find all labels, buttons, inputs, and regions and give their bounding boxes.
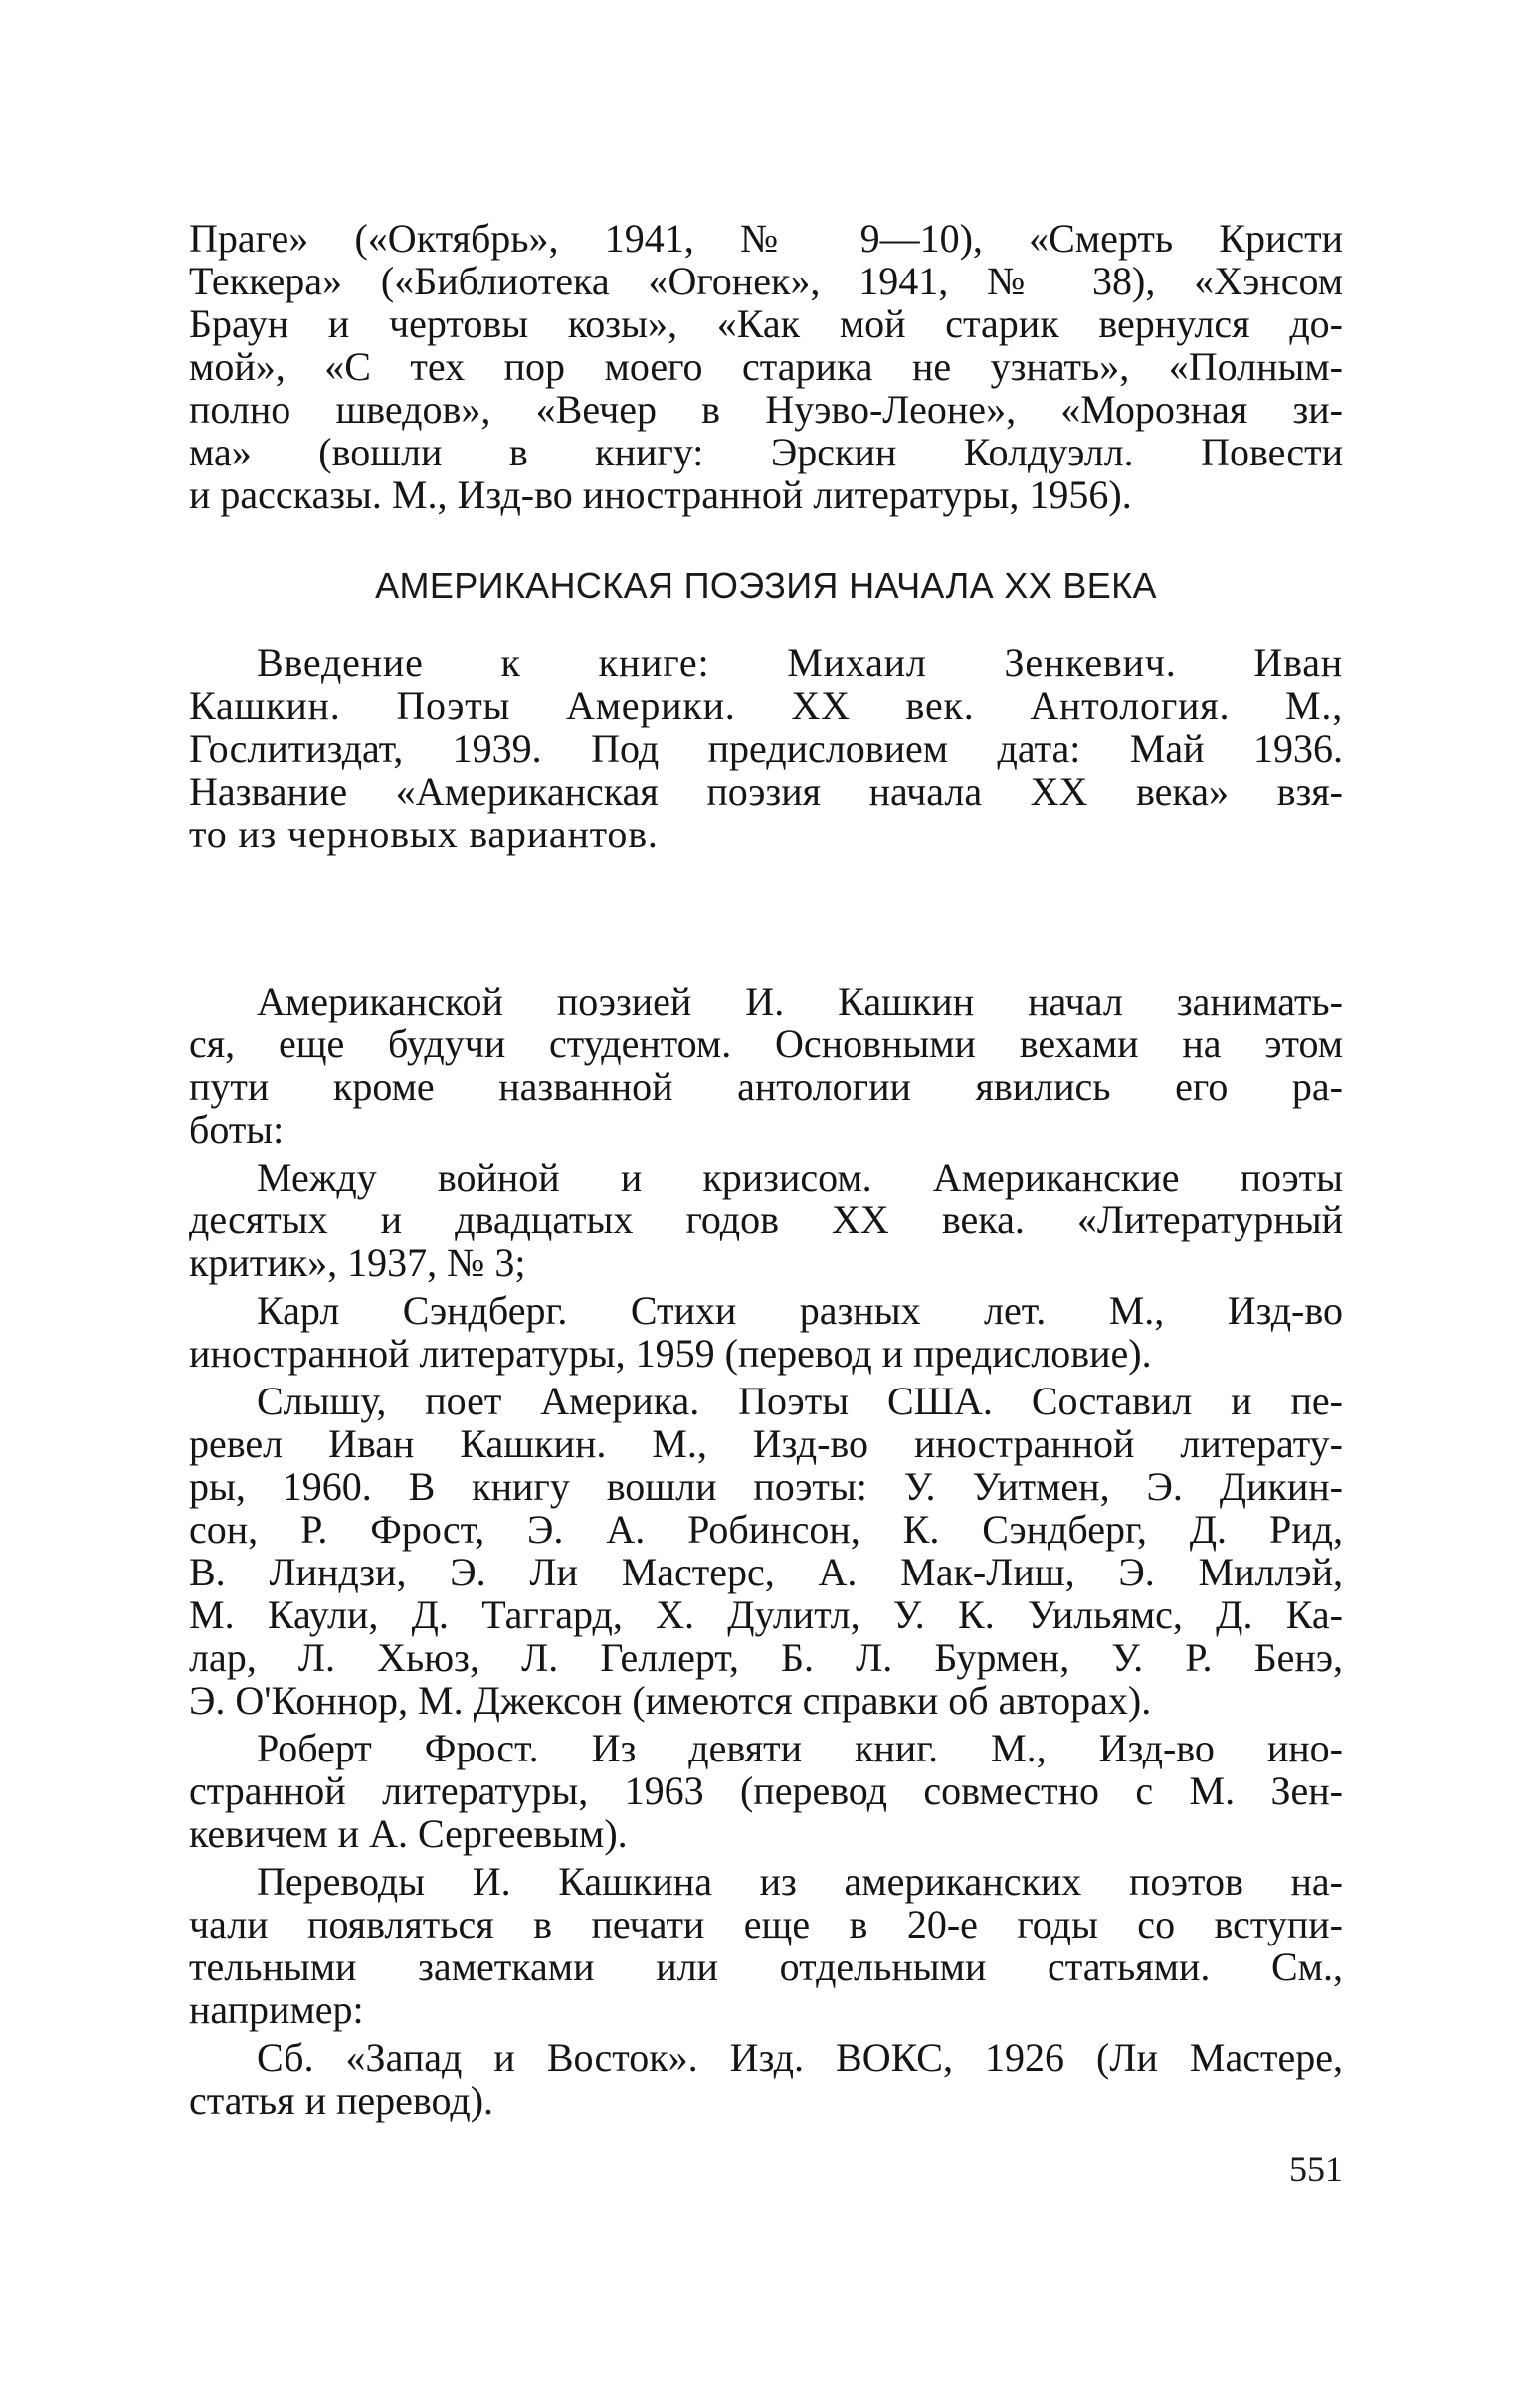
text-line: кевичем и А. Сергеевым). [189, 1811, 628, 1856]
source-note [189, 642, 1343, 855]
text-line: Введение к книге: Михаил Зенкевич. Иван [257, 641, 1343, 685]
text-line: Теккера» («Библиотека «Огонек», 1941, № 38), «Хэнсом [189, 259, 1343, 303]
text-line: чали появляться в печати еще в 20-е годы со вступи- [189, 1902, 1343, 1946]
text-line: Э. О'Коннор, М. Джексон (имеются справки об авторах). [189, 1678, 1152, 1723]
text-line: В. Линдзи, Э. Ли Мастерс, А. Мак-Лиш, Э. Миллэй, [189, 1550, 1343, 1594]
text-line: Слышу, поет Америка. Поэты США. Составил и пе- [257, 1379, 1343, 1423]
text-line: Американской поэзией И. Кашкин начал занимать- [257, 979, 1343, 1023]
text-line: Между войной и кризисом. Американские поэты [257, 1155, 1343, 1200]
text-line: лар, Л. Хьюз, Л. Геллерт, Б. Л. Бурмен, У. Р. Бенэ, [189, 1635, 1343, 1680]
body-paragraph [189, 1289, 1343, 1375]
text-line: Сб. «Запад и Восток». Изд. ВОКС, 1926 (Ли Мастере, [257, 2035, 1343, 2080]
spacer [189, 855, 1343, 975]
body-paragraph [189, 1156, 1343, 1284]
text-line: критик», 1937, № 3; [189, 1240, 526, 1285]
text-line: М. Каули, Д. Таггард, Х. Дулитл, У. К. Уильямс, Д. Ка- [189, 1592, 1343, 1637]
text-line: ревел Иван Кашкин. М., Изд-во иностранной литерату- [189, 1421, 1343, 1466]
text-line: Роберт Фрост. Из девяти книг. М., Изд-во ино- [257, 1726, 1343, 1770]
body-paragraph [189, 980, 1343, 1151]
page-number: 551 [1289, 2149, 1343, 2189]
text-line: сон, Р. Фрост, Э. А. Робинсон, К. Сэндберг, Д. Рид, [189, 1507, 1343, 1552]
top-paragraph [189, 217, 1343, 516]
text-line: Переводы И. Кашкина из американских поэтов на- [257, 1859, 1343, 1904]
text-line: мой», «С тех пор моего старика не узнать», «Полным- [189, 344, 1343, 389]
text-line: десятых и двадцатых годов XX века. «Литературный [189, 1198, 1343, 1242]
text-line: ся, еще будучи студентом. Основными вехами на этом [189, 1021, 1343, 1066]
text-line: Карл Сэндберг. Стихи разных лет. М., Изд-во [257, 1288, 1343, 1333]
body-paragraph [189, 1727, 1343, 1855]
text-line: Гослитиздат, 1939. Под предисловием дата: Май 1936. [189, 726, 1343, 771]
text-line: Праге» («Октябрь», 1941, № 9—10), «Смерть Кристи [189, 216, 1343, 261]
body-text [189, 980, 1343, 2122]
text-line: Название «Американская поэзия начала XX века» взя- [189, 769, 1343, 814]
body-paragraph [189, 1860, 1343, 2031]
text-line: Браун и чертовы козы», «Как мой старик вернулся до- [189, 301, 1343, 346]
text-line: боты: [189, 1107, 285, 1152]
text-line: тельными заметками или отдельными статьями. См., [189, 1945, 1343, 1989]
text-line: и рассказы. М., Изд-во иностранной литературы, 1956). [189, 472, 1132, 517]
section-heading: АМЕРИКАНСКАЯ ПОЭЗИЯ НАЧАЛА XX ВЕКА [375, 565, 1157, 606]
text-line: странной литературы, 1963 (перевод совместно с М. Зен- [189, 1768, 1343, 1813]
body-paragraph [189, 1380, 1343, 1722]
book-page [189, 217, 1343, 2122]
text-line: ма» (вошли в книгу: Эрскин Колдуэлл. Повести [189, 430, 1343, 474]
text-line: например: [189, 1987, 364, 2032]
text-line: то из черновых вариантов. [189, 812, 659, 856]
text-line: полно шведов», «Вечер в Нуэво-Леоне», «Морозная зи- [189, 387, 1343, 432]
text-line: Кашкин. Поэты Америки. XX век. Антология. М., [189, 683, 1343, 728]
body-paragraph [189, 2036, 1343, 2122]
text-line: пути кроме названной антологии явились его ра- [189, 1064, 1343, 1109]
text-line: иностранной литературы, 1959 (перевод и предисловие). [189, 1331, 1152, 1376]
text-line: ры, 1960. В книгу вошли поэты: У. Уитмен, Э. Дикин- [189, 1464, 1343, 1509]
text-line: статья и перевод). [189, 2078, 494, 2123]
